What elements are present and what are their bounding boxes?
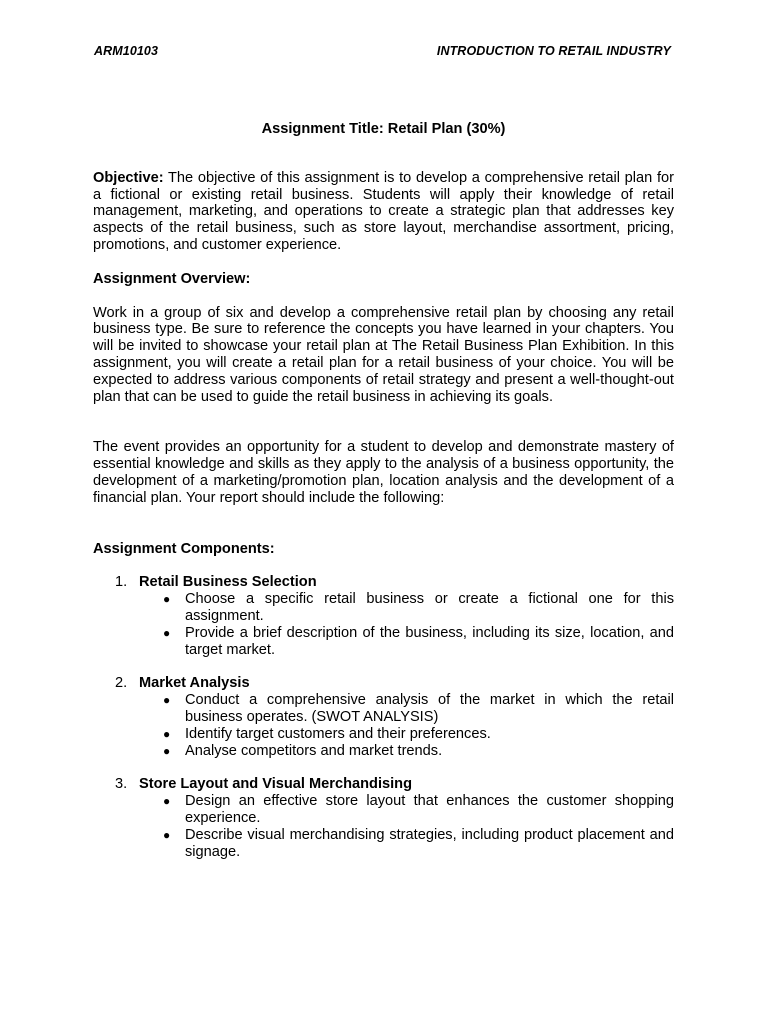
course-code: ARM10103 [94,44,159,58]
bullet-icon: ● [163,592,171,607]
bullet-icon: ● [163,726,171,741]
list-item [163,624,674,659]
list-item [163,793,674,827]
bullet-icon: ● [163,827,171,842]
bullet-text: Conduct a comprehensive analysis of the market in which the retail business operates. (SWOT ANALYSIS) [185,692,674,725]
assignment-title: Assignment Title: Retail Plan (30%) [261,121,506,137]
component-bullet-list [93,692,674,759]
component-bullet-list [93,793,674,860]
course-title: INTRODUCTION TO RETAIL INDUSTRY [436,44,671,58]
component-bullet-list [93,591,674,658]
component-title: Market Analysis [139,675,250,692]
component-item [93,675,674,692]
overview-heading: Assignment Overview: [93,270,251,287]
objective-paragraph [93,170,674,254]
bullet-text: Choose a specific retail business or create a fictional one for this assignment. [185,591,674,624]
component-item [93,574,674,591]
bullet-text: Describe visual merchandising strategies, including product placement and signage. [185,826,674,860]
component-title: Retail Business Selection [139,574,317,591]
bullet-icon: ● [163,693,171,708]
bullet-text: Identify target customers and their preferences. [185,725,491,742]
bullet-text: Design an effective store layout that enhances the customer shopping experience. [185,793,674,826]
bullet-text: Provide a brief description of the business, including its size, location, and target market. [185,624,674,658]
page-header [94,44,671,62]
overview-paragraph-2: The event provides an opportunity for a student to develop and demonstrate mastery of essential knowledge and skills as they apply to the analysis of a business opportunity, the development of a marketing/promotion plan, location analysis and the development of a financial plan. Your report should include the following: [93,439,674,506]
list-item [163,591,674,625]
overview-paragraph-1: Work in a group of six and develop a comprehensive retail plan by choosing any retail business type. Be sure to reference the concepts you have learned in your chapters. You will be invited to showcase your retail plan at The Retail Business Plan Exhibition. In this assignment, you will create a retail plan for a retail business of your choice. You will be expected to address various components of retail strategy and present a well-thought-out plan that can be used to guide the retail business in achieving its goals. [93,304,674,405]
bullet-icon: ● [163,625,171,640]
list-item [163,826,674,861]
components-heading: Assignment Components: [93,540,275,557]
list-item [163,725,674,743]
component-number: 1. [115,574,128,591]
component-number: 3. [115,776,128,793]
list-item [163,742,674,760]
objective-label: Objective: [93,169,164,186]
bullet-icon: ● [163,794,171,809]
bullet-icon: ● [163,743,171,758]
component-title: Store Layout and Visual Merchandising [139,776,413,793]
objective-text: The objective of this assignment is to develop a comprehensive retail plan for a fictional or existing retail business. Students will apply their knowledge of retail management, marketing, and operations to create a strategic plan that addresses key aspects of the retail business, such as store layout, merchandise assortment, pricing, promotions, and customer experience. [93,169,674,253]
component-number: 2. [115,675,128,692]
component-item [93,776,674,793]
document-body [93,121,674,860]
list-item [163,692,674,726]
bullet-text: Analyse competitors and market trends. [185,742,443,759]
